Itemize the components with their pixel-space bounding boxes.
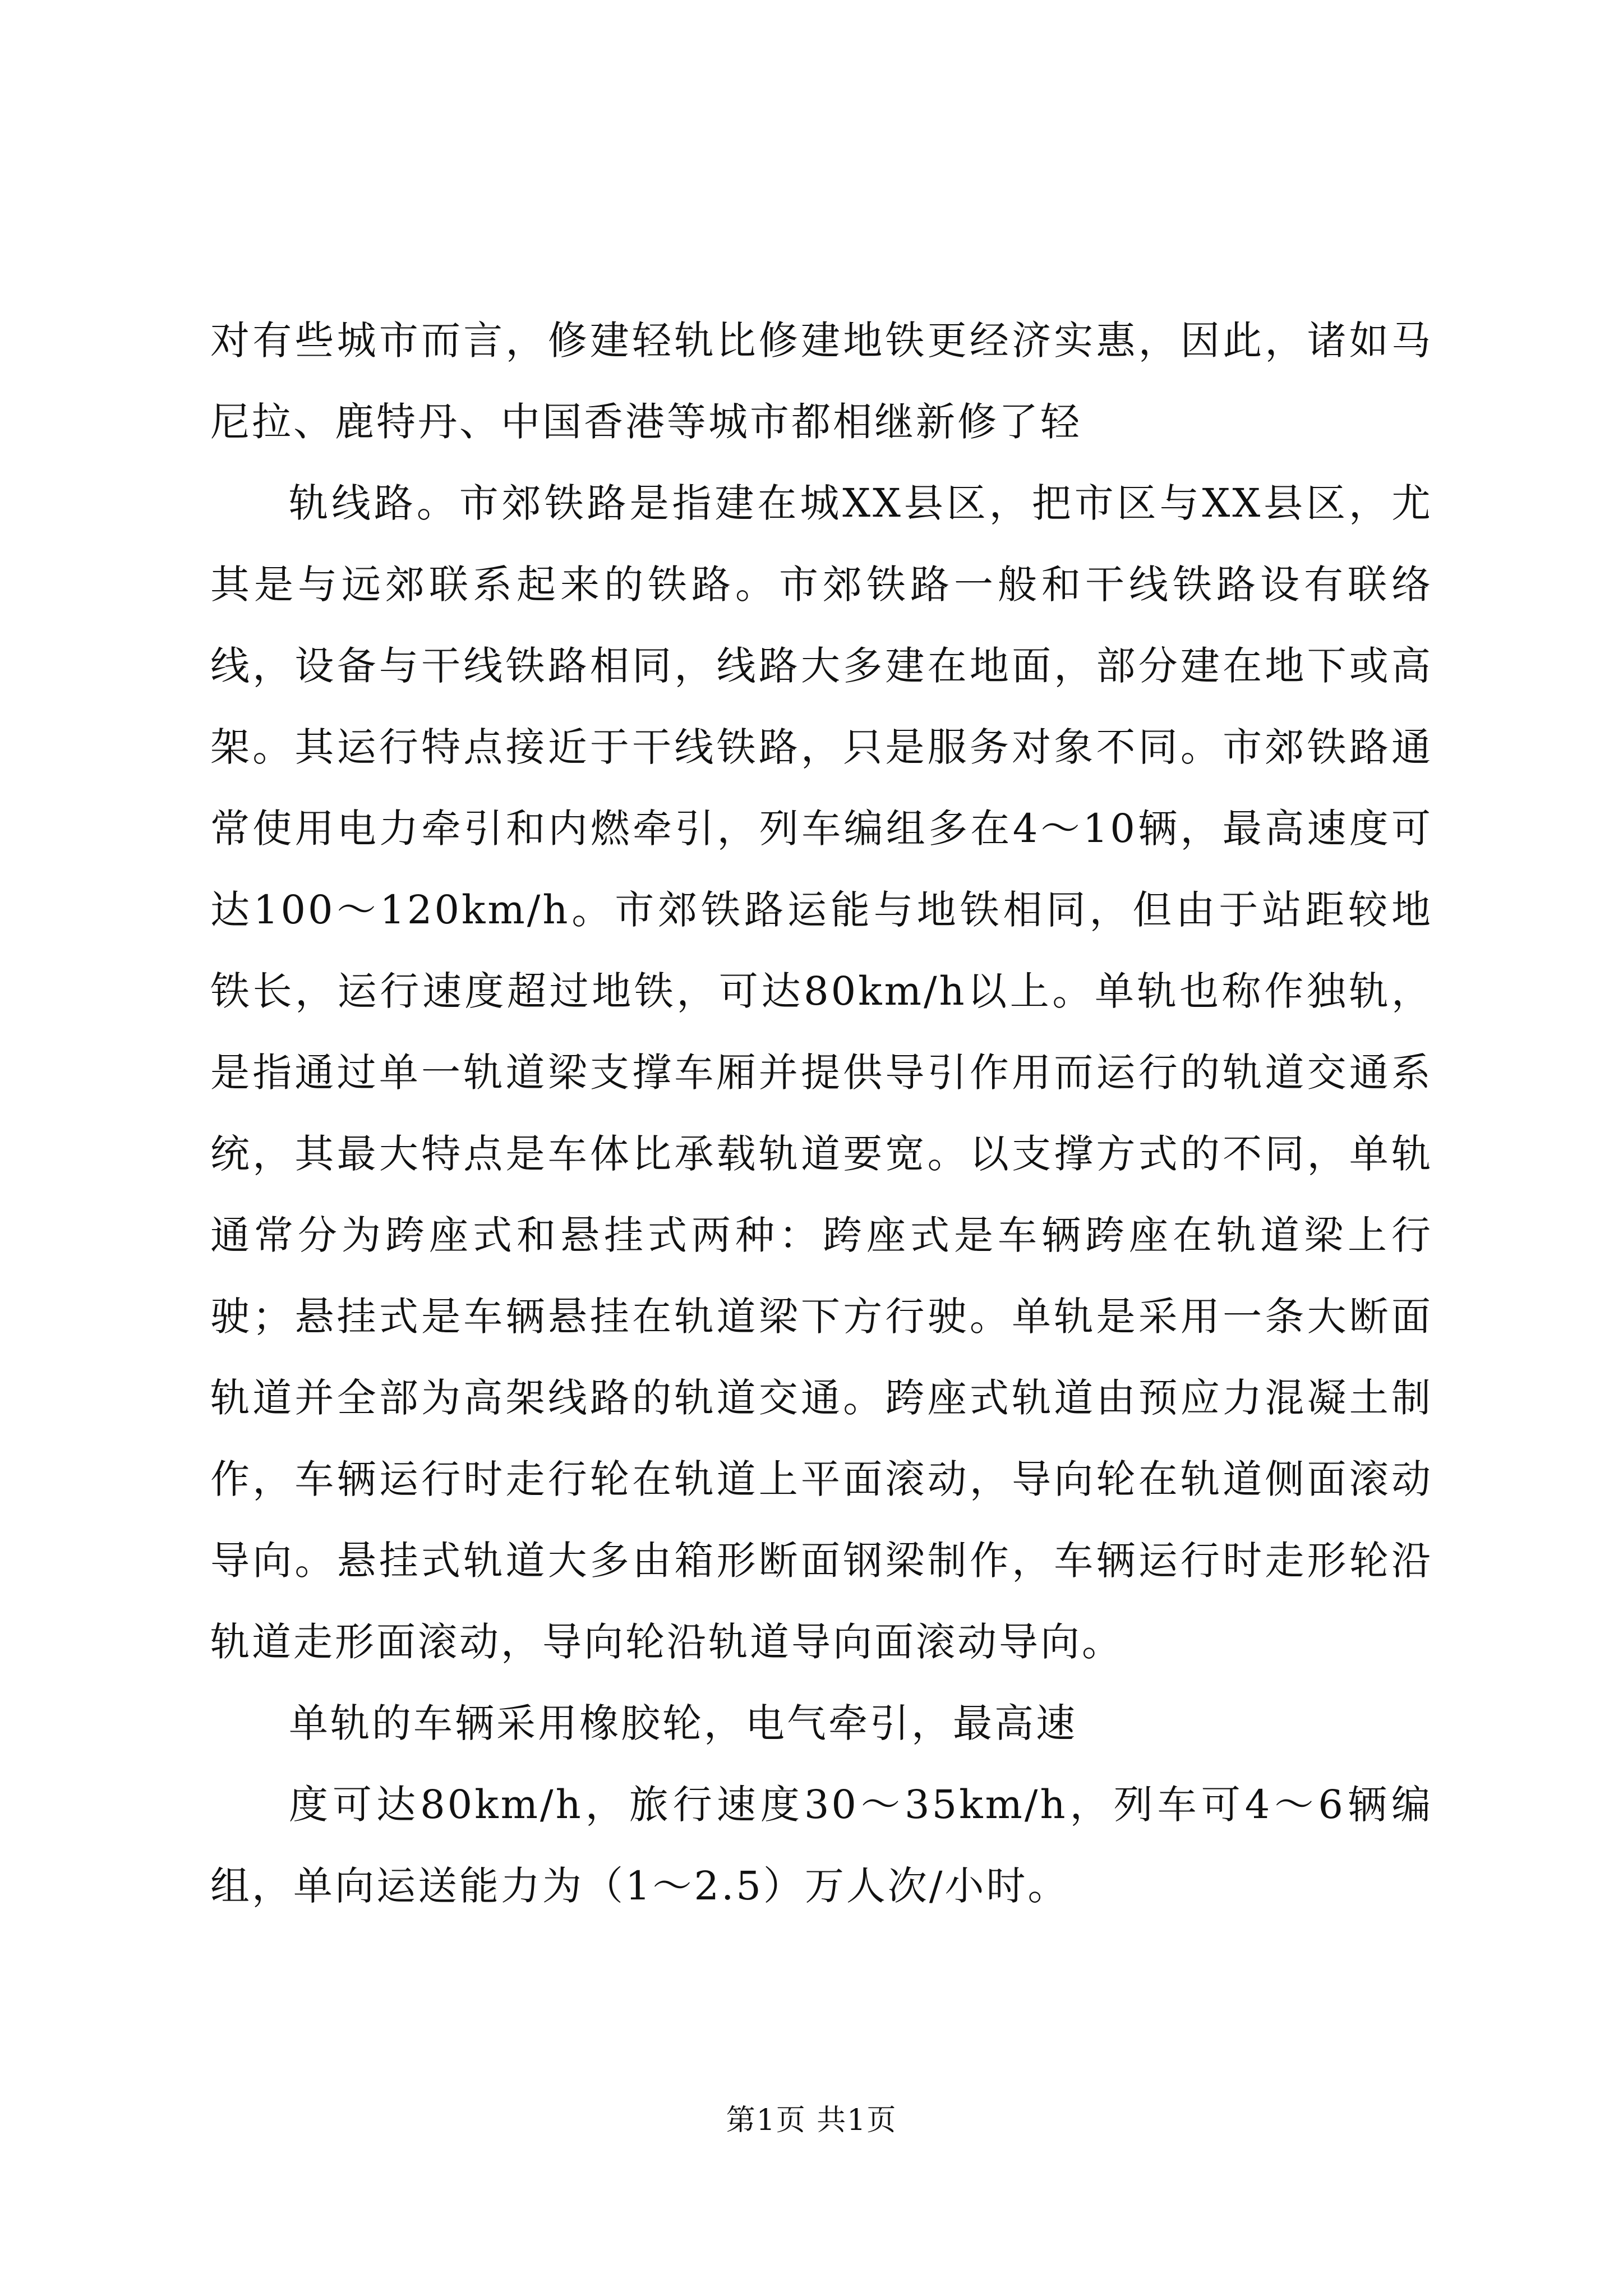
page-number-footer: 第1页 共1页 [726, 2104, 897, 2137]
document-body [210, 300, 1433, 1927]
paragraph-1: 对有些城市而言，修建轻轨比修建地铁更经济实惠，因此，诸如马尼拉、鹿特丹、中国香港等城市都相继新修了轻 [210, 318, 1433, 445]
paragraph-2: 轨线路。市郊铁路是指建在城XX县区，把市区与XX县区，尤其是与远郊联系起来的铁路。市郊铁路一般和干线铁路设有联络线，设备与干线铁路相同，线路大多建在地面，部分建在地下或高架。其运行特点接近于干线铁路，只是服务对象不同。市郊铁路通常使用电力牵引和内燃牵引，列车编组多在4～10辆，最高速度可达100～120km/h。市郊铁路运能与地铁相同，但由于站距较地铁长，运行速度超过地铁，可达80km/h以上。单轨也称作独轨，是指通过单一轨道梁支撑车厢并提供导引作用而运行的轨道交通系统，其最大特点是车体比承载轨道要宽。以支撑方式的不同，单轨通常分为跨座式和悬挂式两种：跨座式是车辆跨座在轨道梁上行驶；悬挂式是车辆悬挂在轨道梁下方行驶。单轨是采用一条大断面轨道并全部为高架线路的轨道交通。跨座式轨道由预应力混凝土制作，车辆运行时走行轮在轨道上平面滚动，导向轮在轨道侧面滚动导向。悬挂式轨道大多由箱形断面钢梁制作，车辆运行时走形轮沿轨道走形面滚动，导向轮沿轨道导向面滚动导向。 [210, 480, 1433, 1665]
paragraph-4: 度可达80km/h，旅行速度30～35km/h，列车可4～6辆编组，单向运送能力为（1～2.5）万人次/小时。 [210, 1782, 1433, 1909]
paragraph-3: 单轨的车辆采用橡胶轮，电气牵引，最高速 [289, 1700, 1077, 1746]
